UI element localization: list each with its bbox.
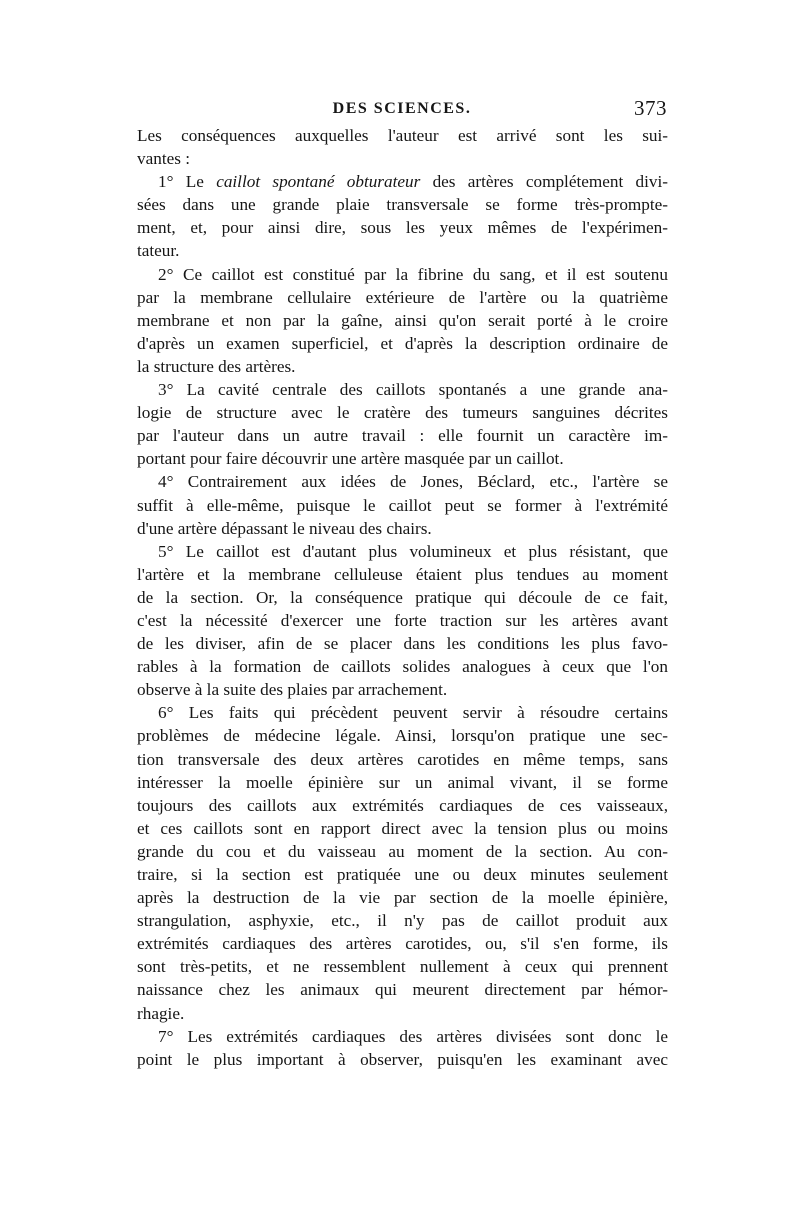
text-line: de les diviser, afin de se placer dans les conditions les plus favo- [137,634,668,654]
text-line: 7° Les extrémités cardiaques des artères divisées sont donc le [158,1026,668,1046]
text-line: sées dans une grande plaie transversale se forme très-prompte- [137,195,668,215]
text-segment: 1° Le [158,172,217,192]
text-line: c'est la nécessité d'exercer une forte traction sur les artères avant [137,610,668,630]
text-line: tion transversale des deux artères carotides en même temps, sans [137,749,668,769]
text-line: après la destruction de la vie par section de la moelle épinière, [137,888,668,908]
body-text [137,124,668,1071]
text-line: Les conséquences auxquelles l'auteur est arrivé sont les sui- [137,126,668,145]
text-line: observe à la suite des plaies par arrachement. [137,680,448,700]
text-line: strangulation, asphyxie, etc., il n'y pas de caillot produit aux [137,911,668,931]
text-line: de la section. Or, la conséquence pratique qui découle de ce fait, [137,587,668,607]
text-line: 5° Le caillot est d'autant plus volumineux et plus résistant, que [158,541,668,561]
text-line: suffit à elle-même, puisque le caillot peut se former à l'extrémité [137,495,668,515]
text-line: membrane et non par la gaîne, ainsi qu'on serait porté à le croire [137,310,668,330]
text-line: 6° Les faits qui précèdent peuvent servir à résoudre certains [158,703,668,723]
text-line: naissance chez les animaux qui meurent directement par hémor- [137,980,668,1000]
text-line: d'après un examen superficiel, et d'après la description ordinaire de [137,333,668,353]
text-line: traire, si la section est pratiquée une ou deux minutes seulement [137,865,668,884]
text-line: extrémités cardiaques des artères carotides, ou, s'il s'en forme, ils [137,934,668,954]
italic-term: caillot spontané obturateur [216,172,421,192]
page-header [137,96,667,126]
text-line: logie de structure avec le cratère des tumeurs sanguines décrites [137,403,668,423]
text-line: problèmes de médecine légale. Ainsi, lorsqu'on pratique une sec- [137,726,668,746]
text-line: vantes : [137,149,190,169]
text-line: rables à la formation de caillots solides analogues à ceux que l'on [137,657,668,677]
text-line: la structure des artères. [137,356,296,376]
text-line: par la membrane cellulaire extérieure de l'artère ou la quatrième [137,287,668,307]
text-line: rhagie. [137,1003,185,1023]
text-line: d'une artère dépassant le niveau des chairs. [137,518,432,538]
text-line [137,170,668,193]
text-line: sont très-petits, et ne ressemblent nullement à ceux qui prennent [137,957,668,977]
page-number: 373 [634,96,667,120]
text-line: grande du cou et du vaisseau au moment de la section. Au con- [137,841,668,861]
text-line: tateur. [137,241,180,261]
text-line: 2° Ce caillot est constitué par la fibrine du sang, et il est soutenu [158,264,668,284]
text-line: portant pour faire découvrir une artère masquée par un caillot. [137,449,564,469]
text-line: et ces caillots sont en rapport direct avec la tension plus ou moins [137,818,668,838]
text-segment: des artères complétement divi- [420,172,668,192]
text-line: 4° Contrairement aux idées de Jones, Béclard, etc., l'artère se [158,472,668,492]
text-line: intéresser la moelle épinière sur un animal vivant, il se forme [137,772,668,792]
text-line: l'artère et la membrane celluleuse étaient plus tendues au moment [137,564,668,584]
running-title: DES SCIENCES. [332,100,472,117]
text-line: 3° La cavité centrale des caillots spontanés a une grande ana- [158,380,668,400]
text-line: point le plus important à observer, puisqu'en les examinant avec [137,1049,668,1069]
text-line: ment, et, pour ainsi dire, sous les yeux mêmes de l'expérimen- [137,218,668,238]
text-line: par l'auteur dans un autre travail : elle fournit un caractère im- [137,426,668,446]
text-line: toujours des caillots aux extrémités cardiaques de ces vaisseaux, [137,795,668,815]
